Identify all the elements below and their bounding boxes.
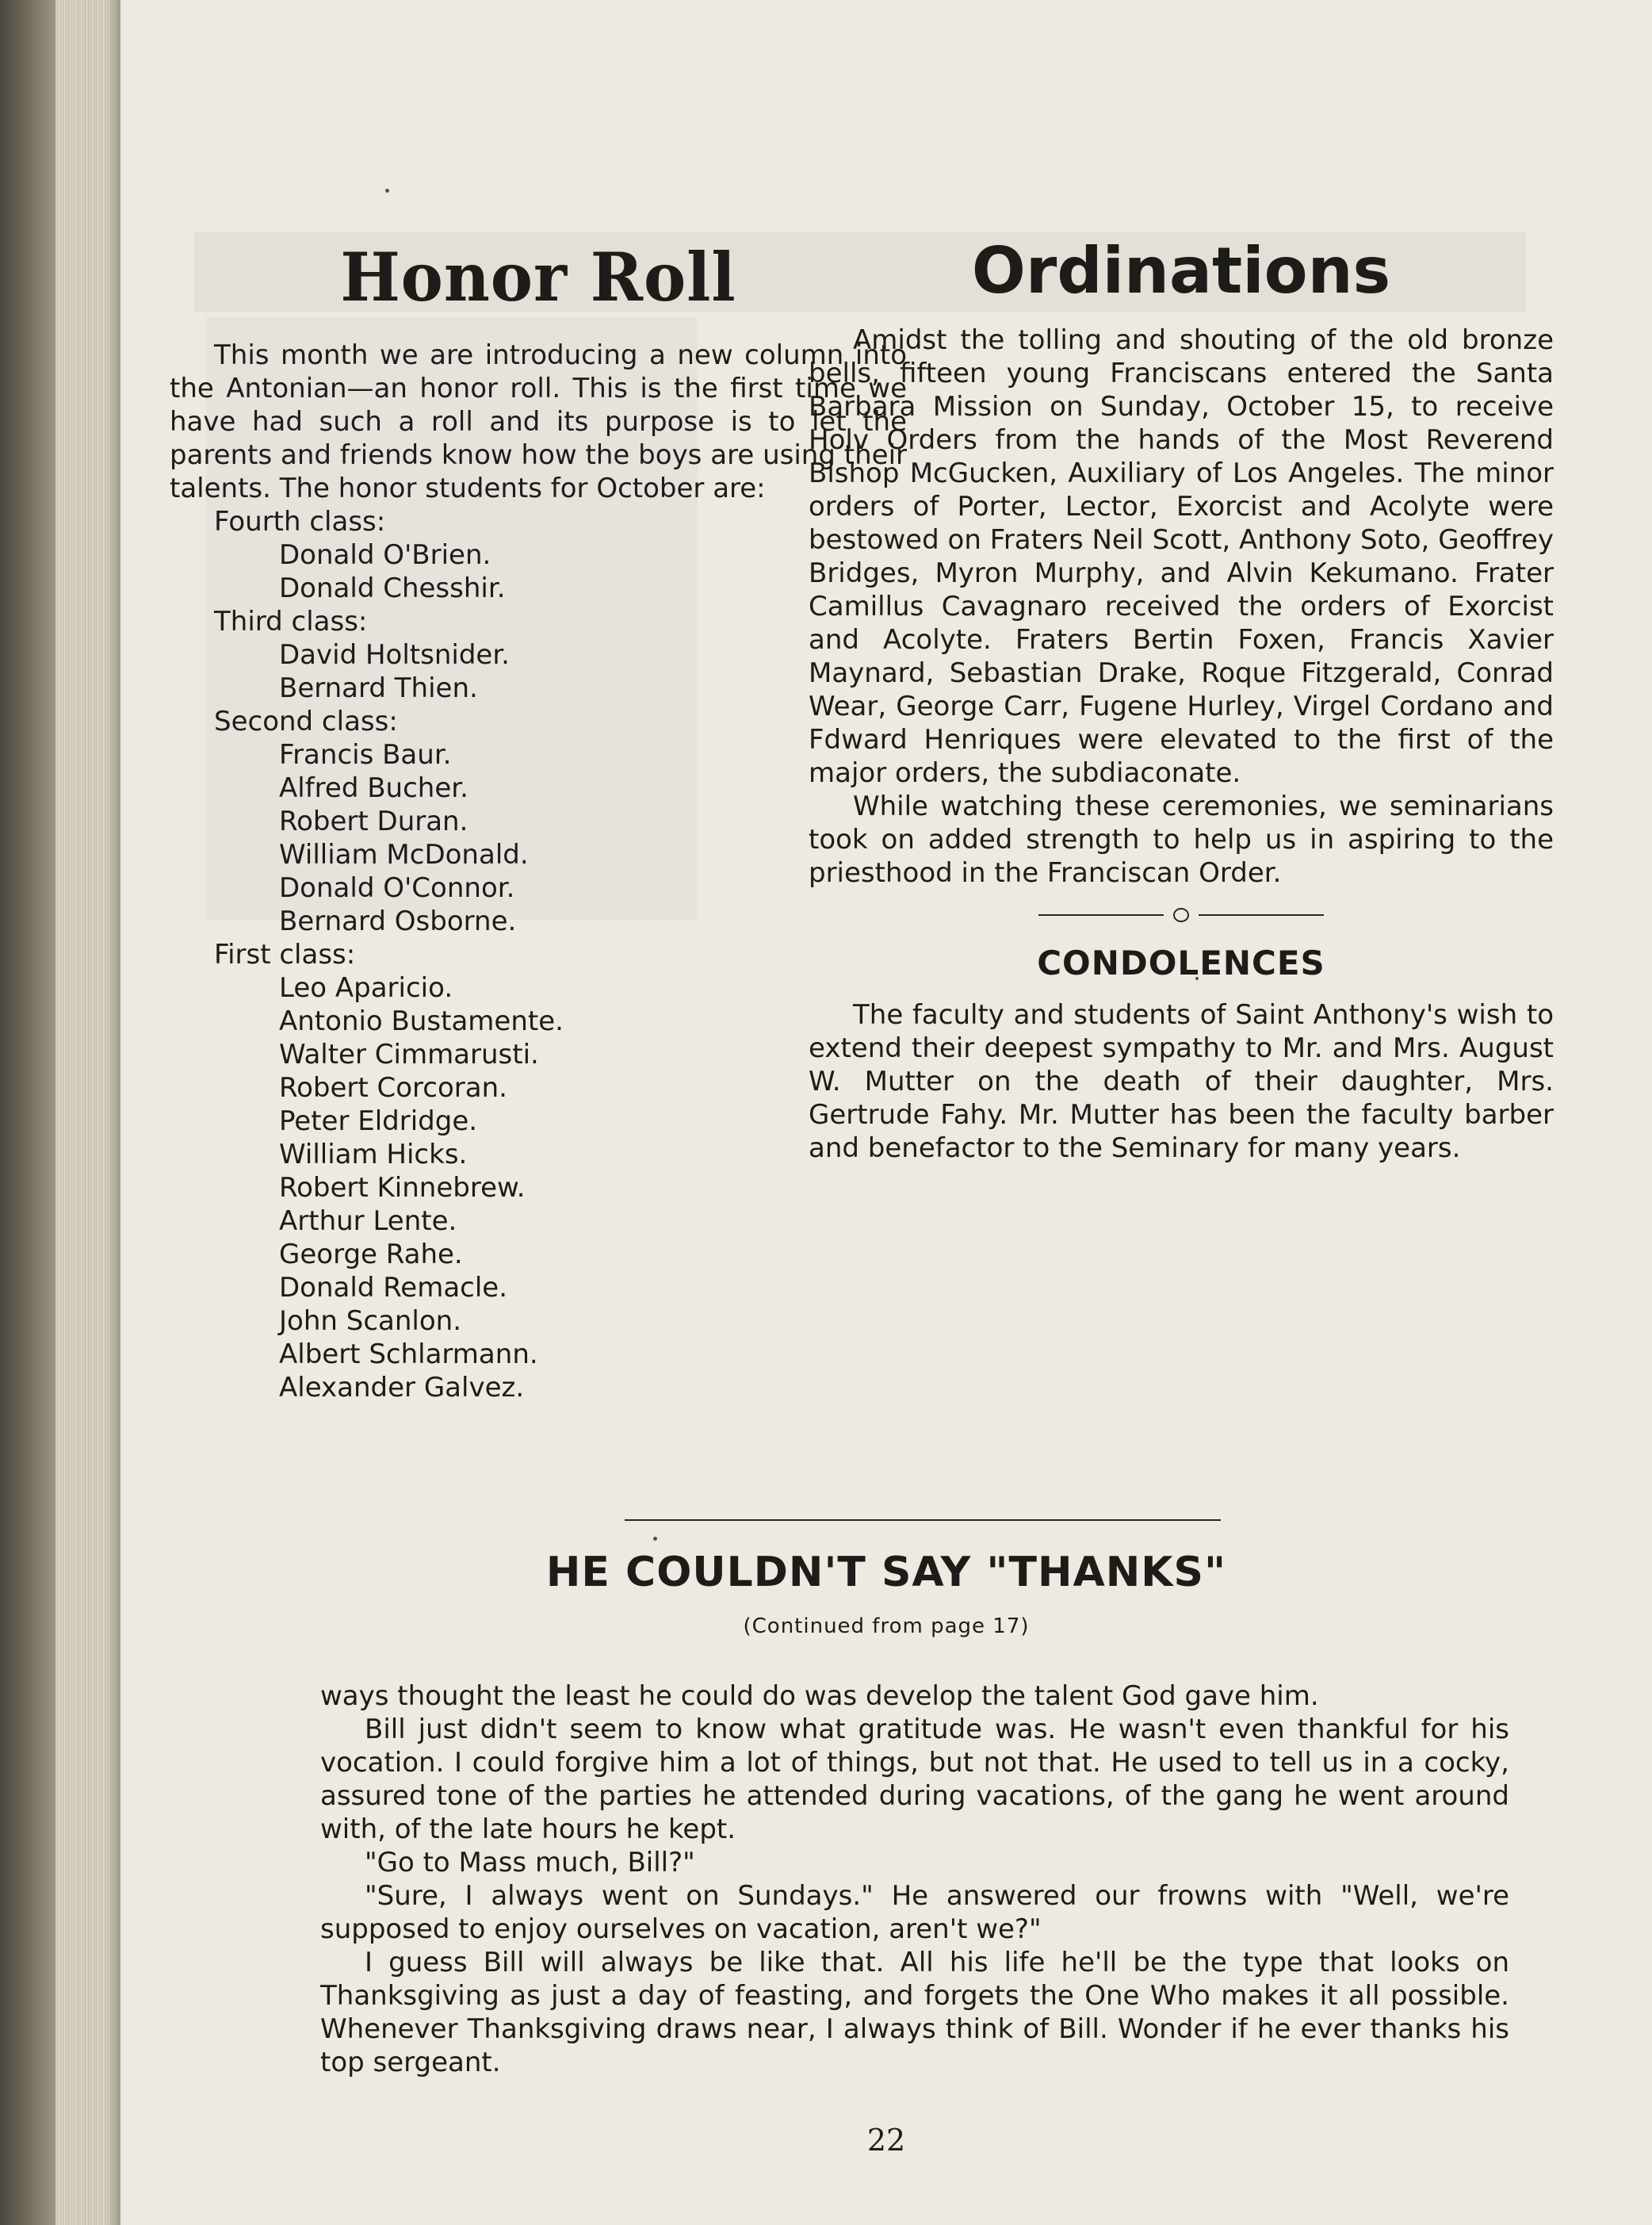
student-name: Alexander Galvez.	[279, 1372, 525, 1404]
story-paragraph: "Go to Mass much, Bill?"	[365, 1847, 695, 1878]
student-name: Walter Cimmarusti.	[279, 1039, 539, 1070]
student-name: Antonio Bustamente.	[279, 1005, 564, 1037]
student-name: Albert Schlarmann.	[279, 1338, 538, 1370]
student-name: Donald O'Brien.	[279, 539, 491, 571]
story-paragraph: I guess Bill will always be like that. All his life he'll be the type that looks on Thanksgiving as just a day of feasting, and forgets the One Who makes it all possible. Whenever Thanksgiving draws near, I always think of Bill. Wonder if he ever thanks his top sergeant.	[320, 1947, 1509, 2078]
ordinations-column	[809, 234, 1554, 1165]
student-name: George Rahe.	[279, 1239, 463, 1270]
page-number: 22	[866, 2123, 906, 2158]
story-paragraph: Bill just didn't seem to know what gratitude was. He wasn't even thankful for his vocation. I could forgive him a lot of things, but not that. He used to tell us in a cocky, assured tone of the parties he attended during vacations, of the gang he went around with, of the late hours he kept.	[320, 1714, 1509, 1845]
honor-roll-column	[170, 238, 907, 1404]
student-name: Bernard Osborne.	[279, 906, 517, 937]
class-label: Third class:	[214, 606, 368, 638]
honor-roll-title: Honor Roll	[340, 238, 736, 316]
student-name: Alfred Bucher.	[279, 772, 468, 804]
honor-roll-intro: This month we are introducing a new column into the Antonian—an honor roll. This is the first time we have had such a roll and its purpose is to let the parents and friends know how the boys are using their talents. The honor students for October are:	[170, 339, 907, 504]
speck	[385, 189, 389, 193]
speck	[653, 1537, 657, 1541]
story-paragraph: ways thought the least he could do was develop the talent God gave him.	[320, 1680, 1319, 1712]
student-name: William McDonald.	[279, 839, 529, 871]
student-name: Peter Eldridge.	[279, 1105, 478, 1137]
student-name: Robert Corcoran.	[279, 1072, 507, 1104]
story-continued-note: (Continued from page 17)	[743, 1614, 1030, 1638]
story-paragraph: "Sure, I always went on Sundays." He answered our frowns with "Well, we're supposed to enjoy ourselves on vacation, aren't we?"	[320, 1880, 1509, 1945]
ordinations-title: Ordinations	[971, 234, 1391, 308]
condolences-heading: CONDOLENCES	[1037, 944, 1325, 982]
ornament-line	[1199, 914, 1324, 916]
class-label: First class:	[214, 939, 356, 971]
student-name: Leo Aparicio.	[279, 972, 453, 1004]
condolences-text: The faculty and students of Saint Anthony's wish to extend their deepest sympathy to Mr. and Mrs. August W. Mutter on the death of their daughter, Mrs. Gertrude Fahy. Mr. Mutter has been the faculty barber and benefactor to the Seminary for many years.	[809, 999, 1554, 1164]
page-edges	[55, 0, 120, 2225]
story-body	[320, 1679, 1509, 2079]
student-name: Donald Chesshir.	[279, 573, 506, 604]
section-ornament	[1038, 906, 1324, 923]
class-label: Second class:	[214, 706, 398, 737]
student-name: John Scanlon.	[279, 1305, 461, 1337]
student-name: Robert Duran.	[279, 806, 468, 837]
student-name: Robert Kinnebrew.	[279, 1172, 526, 1204]
student-name: Donald Remacle.	[279, 1272, 508, 1304]
student-name: Francis Baur.	[279, 739, 452, 771]
student-name: Arthur Lente.	[279, 1205, 457, 1237]
ornament-line	[1038, 914, 1164, 916]
student-name: Donald O'Connor.	[279, 872, 515, 904]
student-name: Bernard Thien.	[279, 672, 478, 704]
class-label: Fourth class:	[214, 506, 386, 538]
book-binding	[0, 0, 55, 2225]
student-name: William Hicks.	[279, 1139, 468, 1170]
student-name: David Holtsnider.	[279, 639, 510, 671]
section-divider	[625, 1519, 1221, 1521]
story-title: HE COULDN'T SAY "THANKS"	[545, 1549, 1227, 1596]
ornament-circle	[1173, 908, 1189, 922]
ordinations-paragraph: Amidst the tolling and shouting of the old bronze bells, fifteen young Franciscans entered the Santa Barbara Mission on Sunday, October 15, to receive Holv Orders from the hands of the Most Reverend Bishop McGucken, Auxiliary of Los Angeles. The minor orders of Porter, Lector, Exorcist and Acolyte were bestowed on Fraters Neil Scott, Anthony Soto, Geoffrey Bridges, Myron Murphy, and Alvin Kekumano. Frater Camillus Cavagnaro received the orders of Exorcist and Acolyte. Fraters Bertin Foxen, Francis Xavier Maynard, Sebastian Drake, Roque Fitzgerald, Conrad Wear, George Carr, Fugene Hurley, Virgel Cordano and Fdward Henriques were elevated to the first of the major orders, the subdiaconate.	[809, 324, 1554, 789]
ordinations-paragraph: While watching these ceremonies, we seminarians took on added strength to help us in aspiring to the priesthood in the Franciscan Order.	[809, 791, 1554, 889]
